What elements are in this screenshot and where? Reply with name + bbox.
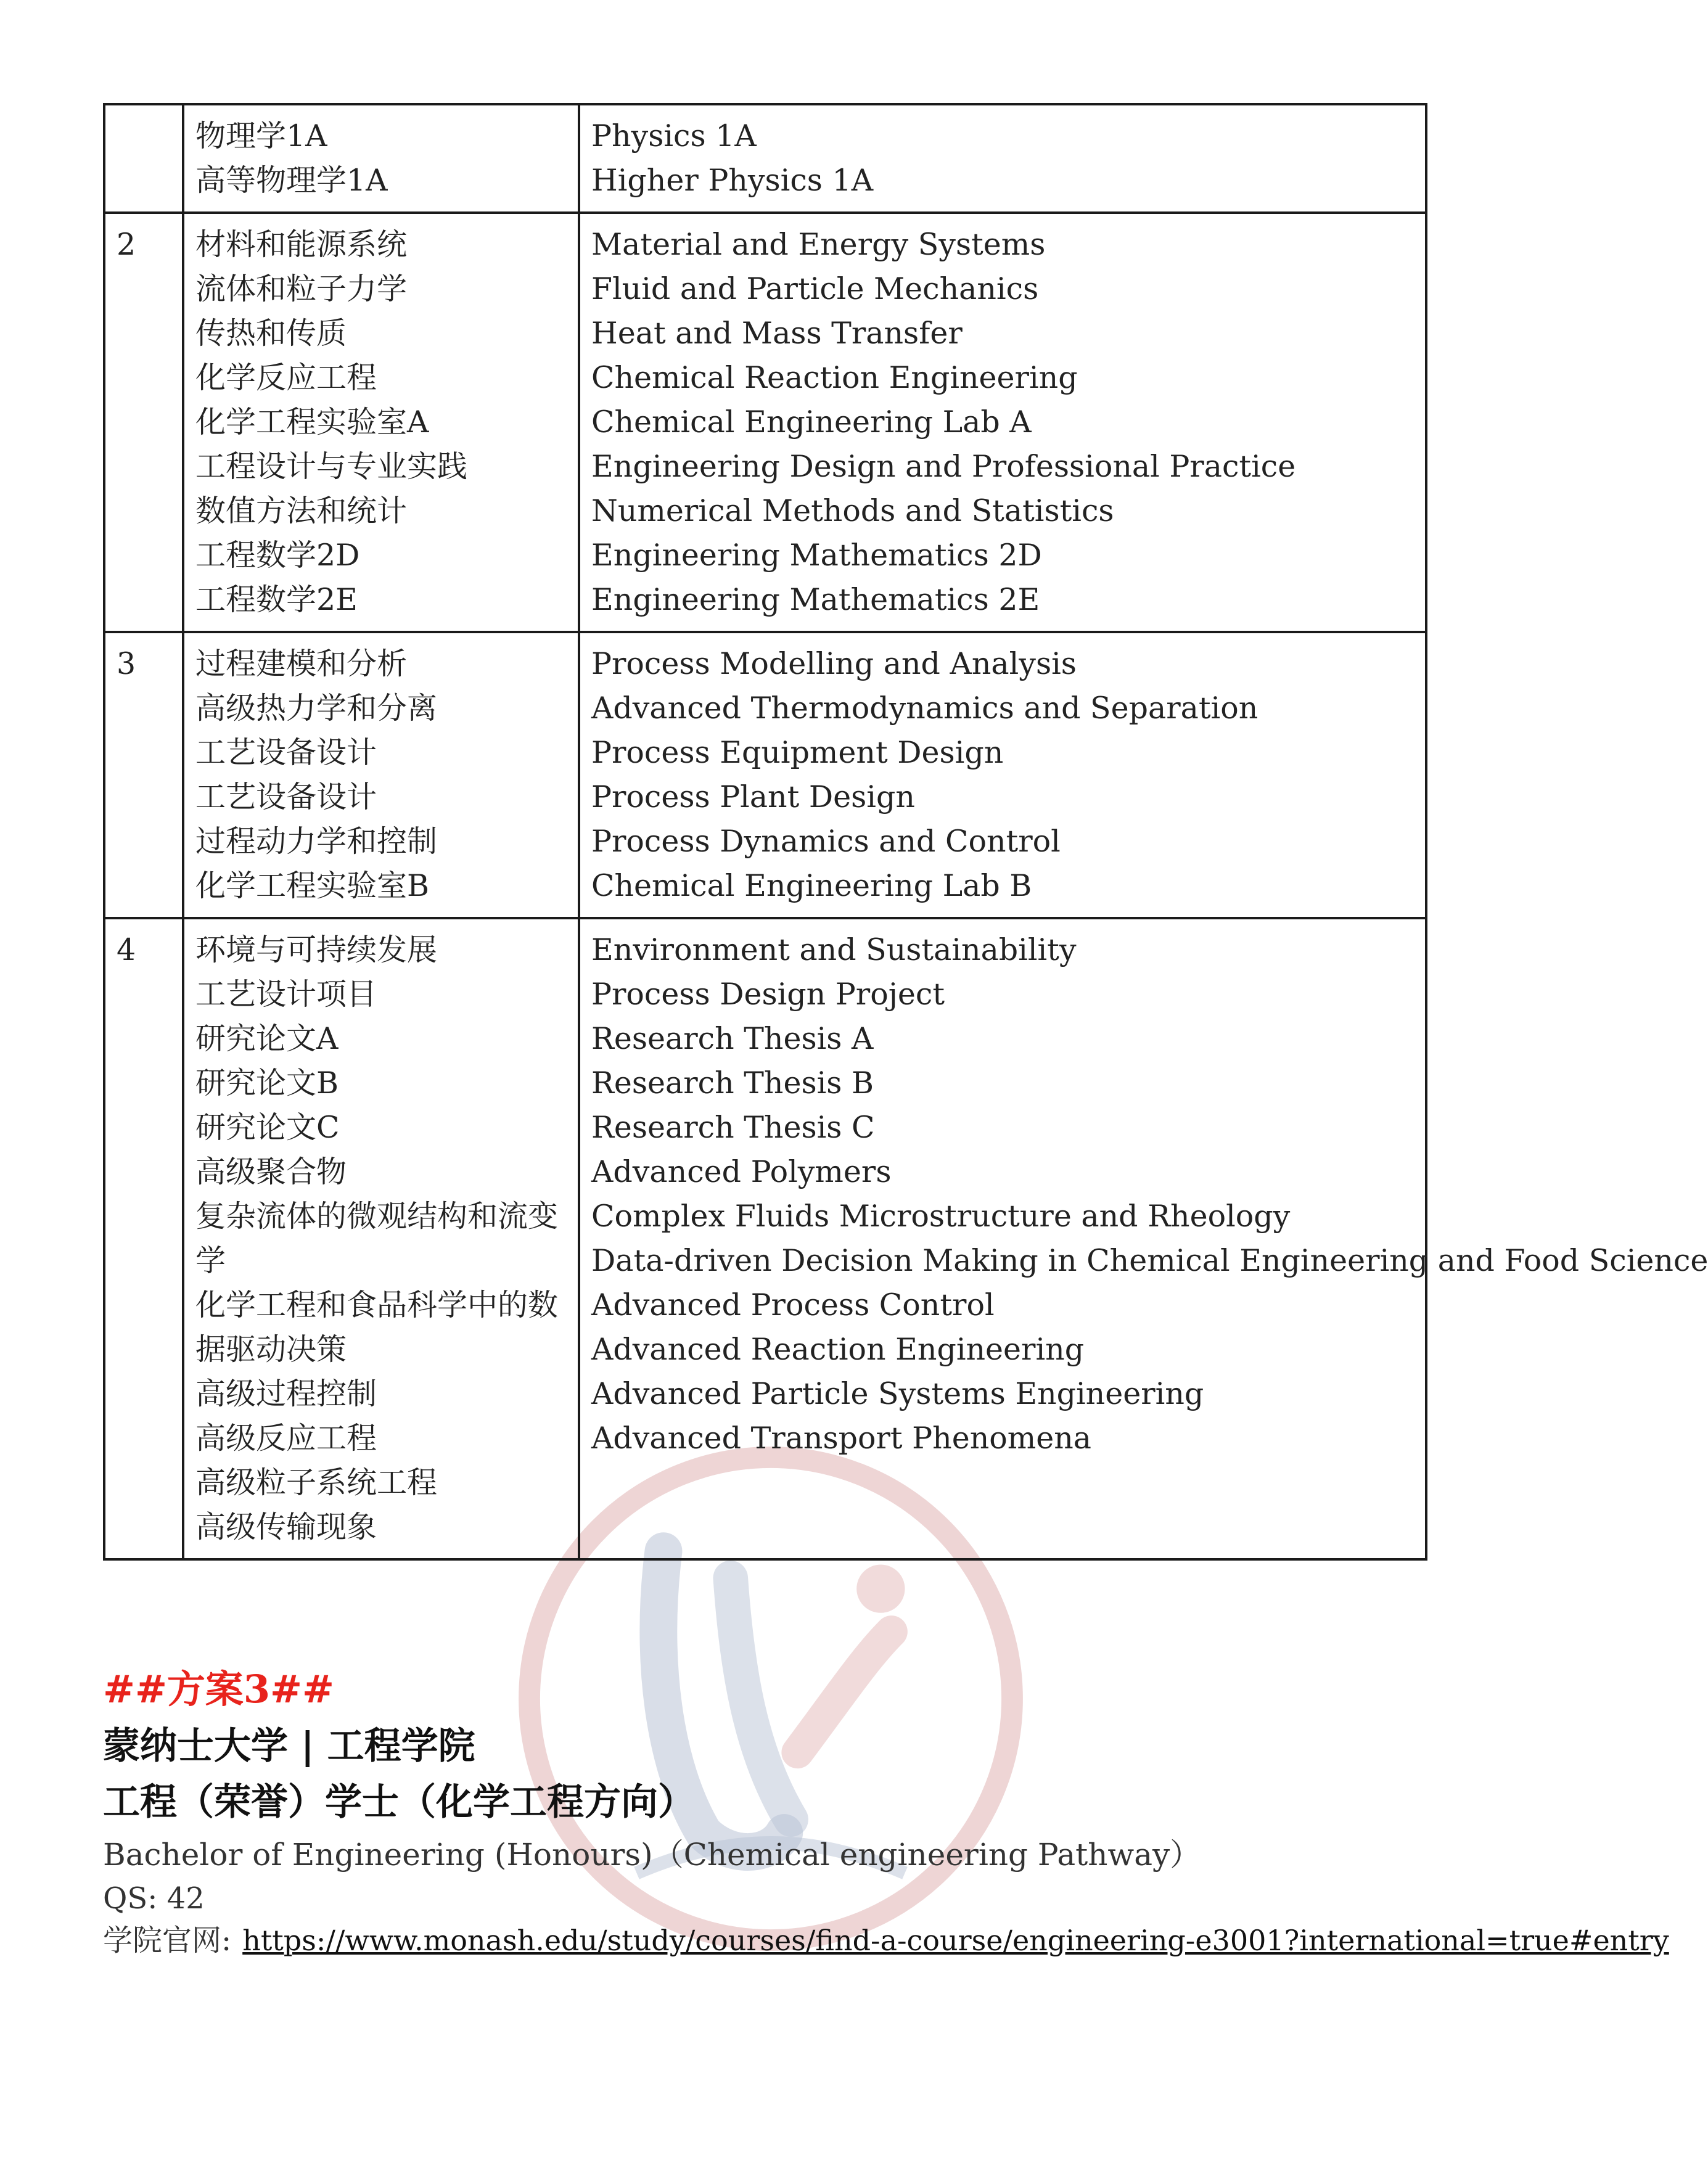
course-name-cn: 化学工程实验室B [195,868,430,903]
course-table [103,103,1708,1561]
year-cell: 2 [104,213,183,632]
course-name-en: Advanced Particle Systems Engineering [591,1376,1204,1411]
degree-title-cn: 工程（荣誉）学士（化学工程方向） [103,1781,695,1824]
degree-title-en: Bachelor of Engineering (Honours)（Chemical engineering Pathway） [103,1837,1201,1873]
course-name-en: Complex Fluids Microstructure and Rheology [591,1199,1291,1234]
course-name-cn: 化学工程和食品科学中的数据驱动决策 [195,1287,559,1367]
course-name-en: Process Modelling and Analysis [591,646,1077,681]
website-label: 学院官网: [103,1923,232,1958]
course-name-cn: 研究论文A [195,1021,339,1056]
course-name-cn: 复杂流体的微观结构和流变学 [195,1199,559,1278]
course-names-en-cell [579,632,1426,918]
course-name-cn: 高级过程控制 [195,1376,377,1411]
course-name-cn: 工程数学2E [195,582,358,617]
course-name-cn: 高级聚合物 [195,1154,347,1189]
website-link[interactable]: https://www.monash.edu/study/courses/find-a-course/engineering-e3001?international=true#entry [242,1924,1669,1957]
year-cell: 3 [104,632,183,918]
course-names-cn-cell [183,918,579,1559]
qs-ranking: QS: 42 [103,1881,205,1916]
table-row [104,213,1426,632]
course-name-cn: 研究论文C [195,1110,340,1145]
course-name-en: Higher Physics 1A [591,163,874,198]
course-name-cn: 过程建模和分析 [195,646,408,681]
course-name-en: Fluid and Particle Mechanics [591,271,1039,306]
course-name-en: Process Plant Design [591,779,915,815]
course-name-en: Process Dynamics and Control [591,824,1061,859]
course-names-en-cell [579,918,1708,1559]
course-name-en: Numerical Methods and Statistics [591,493,1114,528]
course-name-cn: 过程动力学和控制 [195,824,438,859]
course-name-cn: 化学反应工程 [195,360,377,395]
table-row [104,918,1426,1559]
course-names-cn-cell [183,104,579,213]
course-names-cn-cell [183,632,579,918]
course-names-cn-cell [183,213,579,632]
course-name-en: Engineering Mathematics 2D [591,538,1042,573]
course-name-cn: 高级反应工程 [195,1421,377,1456]
course-name-en: Heat and Mass Transfer [591,316,963,351]
course-name-cn: 工艺设备设计 [195,779,377,815]
course-name-en: Physics 1A [591,118,757,154]
course-name-en: Process Design Project [591,977,945,1012]
course-name-en: Advanced Reaction Engineering [591,1332,1085,1367]
course-name-cn: 高等物理学1A [195,163,388,198]
plan-title: ##方案3## [103,1667,334,1712]
course-name-cn: 工程设计与专业实践 [195,449,468,484]
course-name-en: Research Thesis C [591,1110,875,1145]
course-name-cn: 高级热力学和分离 [195,691,438,726]
course-name-en: Material and Energy Systems [591,227,1046,262]
course-name-cn: 工程数学2D [195,538,360,573]
website-line [103,1919,1669,1962]
course-name-en: Chemical Engineering Lab A [591,404,1032,440]
course-name-cn: 高级传输现象 [195,1509,377,1545]
year-cell: 4 [104,918,183,1559]
year-cell [104,104,183,213]
course-name-cn: 物理学1A [195,118,327,154]
course-name-en: Chemical Engineering Lab B [591,868,1032,903]
table-row [104,104,1426,213]
course-name-cn: 工艺设计项目 [195,977,377,1012]
course-name-en: Engineering Design and Professional Practice [591,449,1296,484]
course-name-en: Research Thesis B [591,1065,874,1101]
course-name-en: Environment and Sustainability [591,932,1077,967]
course-name-cn: 化学工程实验室A [195,404,429,440]
course-names-en-cell [579,213,1426,632]
course-name-en: Engineering Mathematics 2E [591,582,1040,617]
course-name-cn: 工艺设备设计 [195,735,377,770]
course-name-en: Advanced Thermodynamics and Separation [591,691,1258,726]
course-name-cn: 材料和能源系统 [195,227,408,262]
course-name-en: Process Equipment Design [591,735,1004,770]
course-name-en: Research Thesis A [591,1021,874,1056]
course-name-cn: 传热和传质 [195,316,347,351]
course-names-en-cell [579,104,1426,213]
course-name-en: Advanced Process Control [591,1287,995,1323]
course-name-en: Data-driven Decision Making in Chemical Engineering and Food Science [591,1243,1708,1278]
course-name-cn: 流体和粒子力学 [195,271,408,306]
course-name-cn: 环境与可持续发展 [195,932,438,967]
course-name-en: Advanced Transport Phenomena [591,1421,1091,1456]
table-row [104,632,1426,918]
course-name-cn: 数值方法和统计 [195,493,408,528]
university-name: 蒙纳士大学 | 工程学院 [103,1725,475,1768]
course-name-cn: 研究论文B [195,1065,339,1101]
course-name-en: Advanced Polymers [591,1154,892,1189]
course-name-cn: 高级粒子系统工程 [195,1465,438,1500]
course-name-en: Chemical Reaction Engineering [591,360,1078,395]
